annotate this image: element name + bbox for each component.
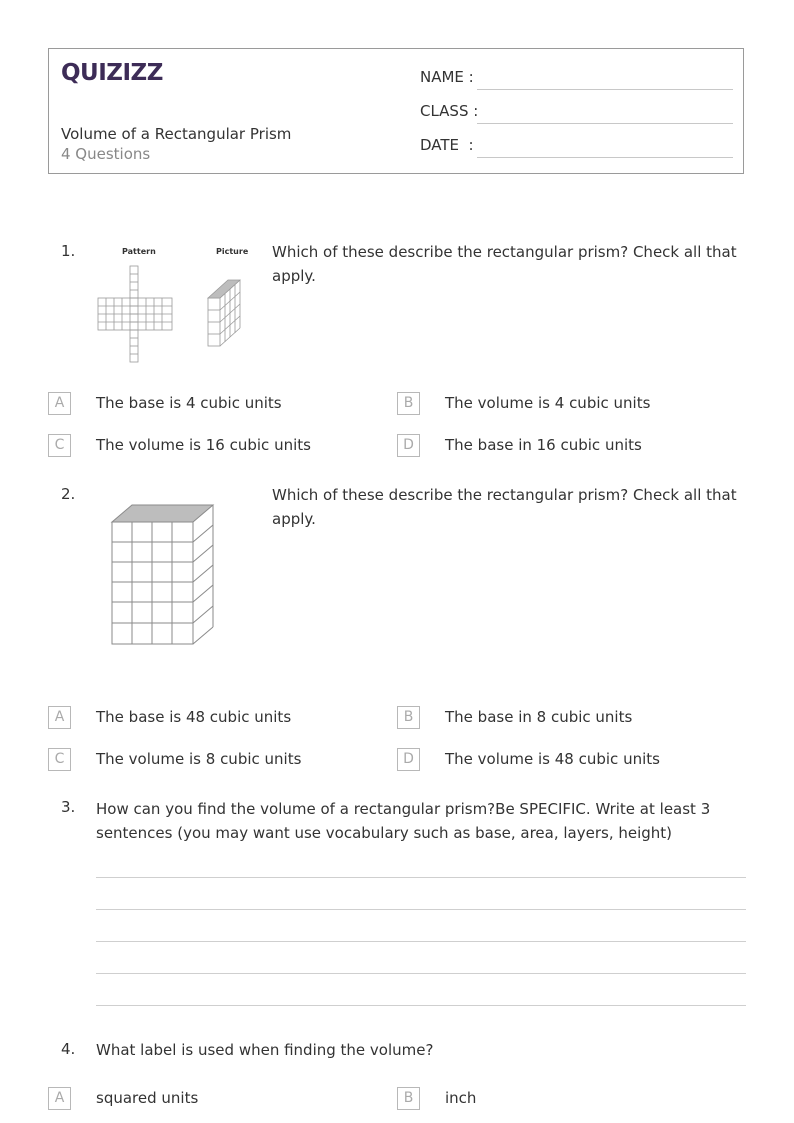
picture-label: Picture bbox=[216, 247, 249, 256]
question-4-text: What label is used when finding the volume? bbox=[96, 1041, 434, 1059]
date-field[interactable] bbox=[477, 157, 733, 158]
q2-option-c-checkbox[interactable]: C bbox=[48, 748, 71, 771]
class-label: CLASS : bbox=[420, 102, 479, 120]
q2-option-c-text: The volume is 8 cubic units bbox=[96, 750, 302, 768]
pattern-label: Pattern bbox=[122, 247, 156, 256]
q1-option-a-text: The base is 4 cubic units bbox=[96, 394, 282, 412]
question-2-text: Which of these describe the rectangular prism? Check all that apply. bbox=[272, 486, 737, 528]
quizizz-logo: QUIZIZZ bbox=[61, 60, 163, 86]
question-3-number: 3. bbox=[61, 798, 76, 816]
question-3-text: How can you find the volume of a rectangular prism?Be SPECIFIC. Write at least 3 sentences (you may want use vocabulary such as base, area, layers, height) bbox=[96, 800, 711, 842]
name-label: NAME : bbox=[420, 68, 474, 86]
date-label: DATE : bbox=[420, 136, 474, 154]
answer-line-2[interactable] bbox=[96, 909, 746, 910]
answer-line-5[interactable] bbox=[96, 1005, 746, 1006]
tall-prism-drawing bbox=[108, 502, 218, 648]
question-2-number: 2. bbox=[61, 485, 76, 503]
q4-option-b-checkbox[interactable]: B bbox=[397, 1087, 420, 1110]
q1-option-b-checkbox[interactable]: B bbox=[397, 392, 420, 415]
question-1-image bbox=[96, 244, 256, 366]
q1-option-d-text: The base in 16 cubic units bbox=[445, 436, 642, 454]
q2-option-b-text: The base in 8 cubic units bbox=[445, 708, 633, 726]
question-count: 4 Questions bbox=[61, 145, 151, 163]
q4-option-b-text: inch bbox=[445, 1089, 477, 1107]
net-and-prism-drawing bbox=[96, 264, 256, 366]
q1-option-b-text: The volume is 4 cubic units bbox=[445, 394, 651, 412]
q1-option-c-text: The volume is 16 cubic units bbox=[96, 436, 311, 454]
q2-option-a-text: The base is 48 cubic units bbox=[96, 708, 292, 726]
q2-option-d-checkbox[interactable]: D bbox=[397, 748, 420, 771]
q4-option-a-text: squared units bbox=[96, 1089, 199, 1107]
q1-option-c-checkbox[interactable]: C bbox=[48, 434, 71, 457]
q1-option-d-checkbox[interactable]: D bbox=[397, 434, 420, 457]
answer-line-3[interactable] bbox=[96, 941, 746, 942]
question-1-number: 1. bbox=[61, 242, 76, 260]
answer-line-1[interactable] bbox=[96, 877, 746, 878]
question-4-number: 4. bbox=[61, 1040, 76, 1058]
class-field[interactable] bbox=[477, 123, 733, 124]
q2-option-d-text: The volume is 48 cubic units bbox=[445, 750, 660, 768]
q4-option-a-checkbox[interactable]: A bbox=[48, 1087, 71, 1110]
q1-option-a-checkbox[interactable]: A bbox=[48, 392, 71, 415]
q2-option-b-checkbox[interactable]: B bbox=[397, 706, 420, 729]
q2-option-a-checkbox[interactable]: A bbox=[48, 706, 71, 729]
question-1-text: Which of these describe the rectangular prism? Check all that apply. bbox=[272, 243, 737, 285]
answer-line-4[interactable] bbox=[96, 973, 746, 974]
worksheet-title: Volume of a Rectangular Prism bbox=[61, 125, 292, 143]
name-field[interactable] bbox=[477, 89, 733, 90]
